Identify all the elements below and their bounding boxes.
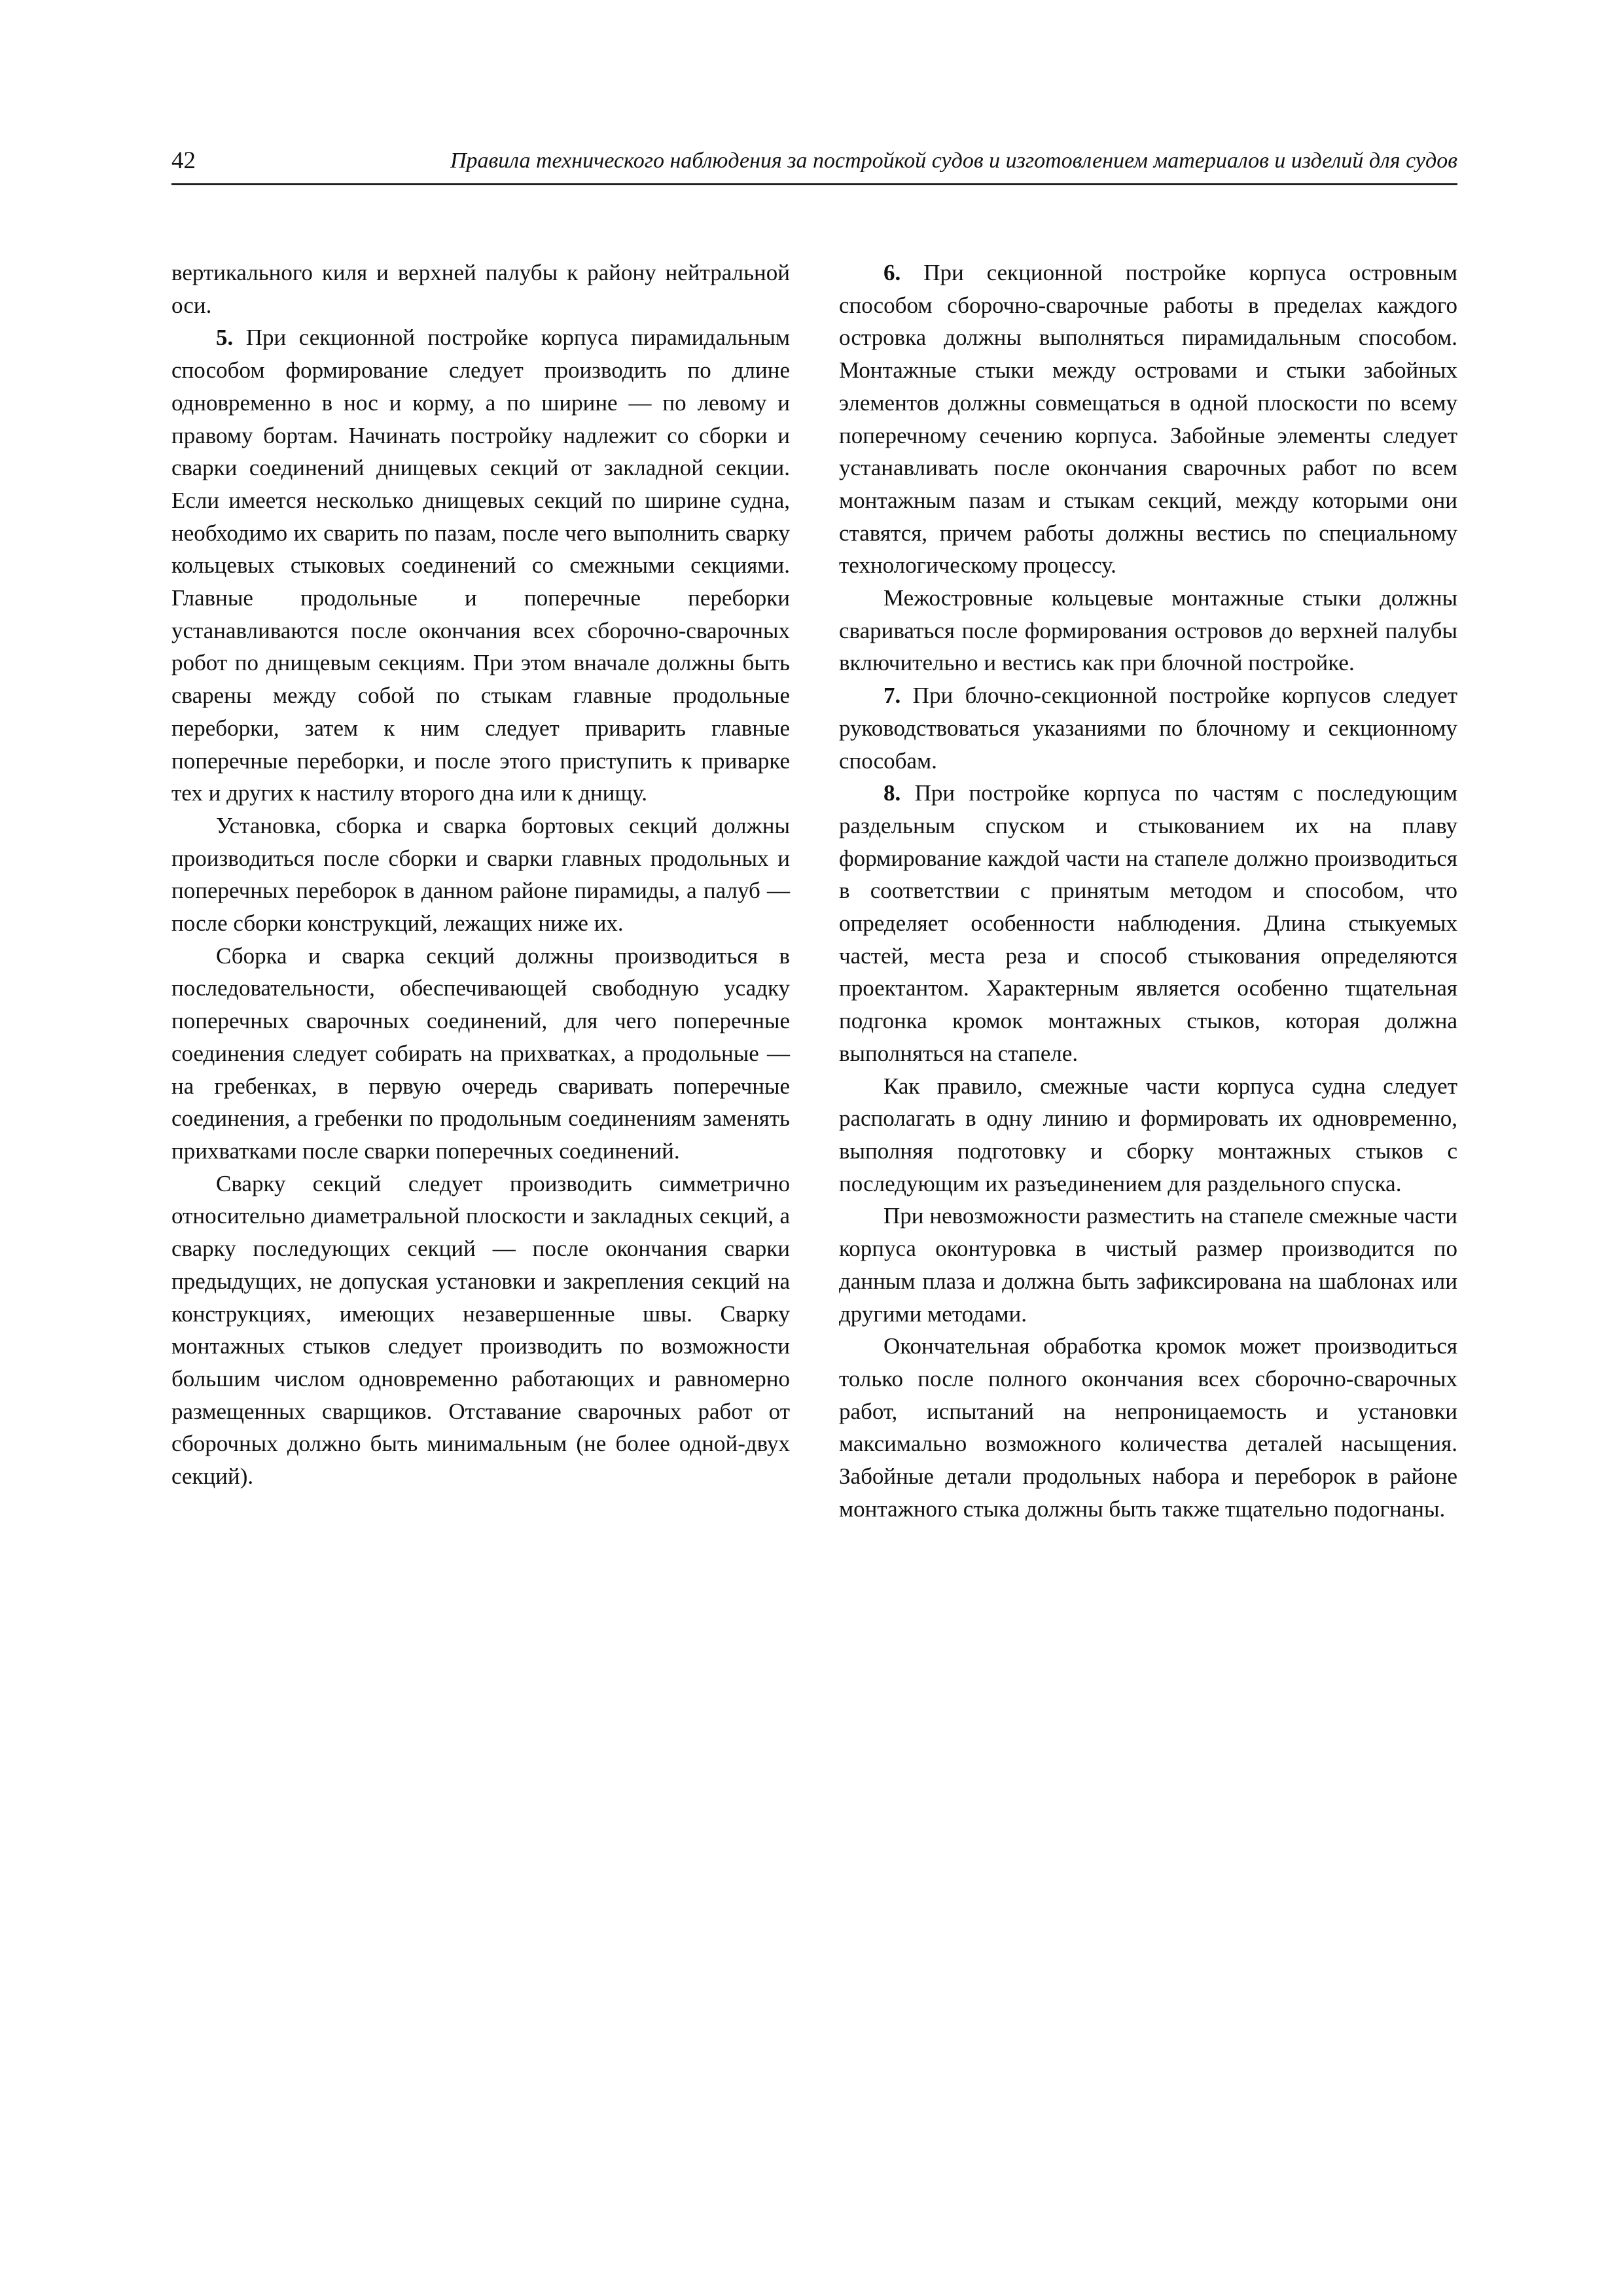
item-number: 6. bbox=[883, 260, 901, 285]
paragraph-item-7: 7. При блочно-секционной постройке корпусов следует руководствоваться указаниями по блочному и секционному способам. bbox=[839, 683, 1457, 774]
paragraph-item-6: 6. При секционной постройке корпуса островным способом сборочно-сварочные работы в пределах каждого островка должны выполняться пирамидальным способом. Монтажные стыки между островами и стыки забойных элементов должны совмещаться в одной плоскости по всему поперечному сечению корпуса. Забойные элементы следует устанавливать после окончания сварочных работ по всем монтажным пазам и стыкам секций, между которыми они ставятся, причем работы должны вестись по специальному технологическому процессу. bbox=[839, 260, 1457, 579]
paragraph: вертикального киля и верхней палубы к району нейтральной оси. bbox=[171, 260, 790, 318]
item-number: 8. bbox=[883, 780, 901, 806]
running-title: Правила технического наблюдения за постройкой судов и изготовлением материалов и изделий для судов bbox=[450, 149, 1457, 173]
paragraph-item-8: 8. При постройке корпуса по частям с последующим раздельным спуском и стыкованием их на плаву формирование каждой части на стапеле должно производиться в соответствии с принятым методом и способом, что определяет особенности наблюдения. Длина стыкуемых частей, места реза и способ стыкования определяются проектантом. Характерным является особенно тщательная подгонка кромок монтажных стыков, которая должна выполняться на стапеле. bbox=[839, 780, 1457, 1066]
left-column bbox=[171, 257, 790, 1493]
page-number: 42 bbox=[171, 147, 196, 174]
paragraph: При невозможности разместить на стапеле смежные части корпуса оконтуровка в чистый размер производится по данным плаза и должна быть зафиксирована на шаблонах или другими методами. bbox=[839, 1203, 1457, 1327]
paragraph: Как правило, смежные части корпуса судна следует располагать в одну линию и формировать их одновременно, выполняя подготовку и сборку монтажных стыков с последующим их разъединением для раздельного спуска. bbox=[839, 1073, 1457, 1196]
paragraph: Сборка и сварка секций должны производиться в последовательности, обеспечивающей свободную усадку поперечных сварочных соединений, для чего поперечные соединения следует собирать на прихватках, а продольные — на гребенках, в первую очередь сваривать поперечные соединения, а гребенки по продольным соединениям заменять прихватками после сварки поперечных соединений. bbox=[171, 942, 790, 1164]
paragraph: Сварку секций следует производить симметрично относительно диаметральной плоскости и закладных секций, а сварку последующих секций — после окончания сварки предыдущих, не допуская установки и закрепления секций на конструкциях, имеющих незавершенные швы. Сварку монтажных стыков следует производить по возможности большим числом одновременно работающих и равномерно размещенных сварщиков. Отставание сварочных работ от сборочных должно быть минимальным (не более одной-двух секций). bbox=[171, 1170, 790, 1490]
paragraph: Окончательная обработка кромок может производиться только после полного окончания всех сборочно-сварочных работ, испытаний на непроницаемость и установки максимально возможного количества деталей насыщения. Забойные детали продольных набора и переборок в районе монтажного стыка должны быть также тщательно подогнаны. bbox=[839, 1333, 1457, 1522]
page-header bbox=[171, 145, 1457, 185]
paragraph: Межостровные кольцевые монтажные стыки должны свариваться после формирования островов до верхней палубы включительно и вестись как при блочной постройке. bbox=[839, 585, 1457, 676]
paragraph-item-5: 5. При секционной постройке корпуса пирамидальным способом формирование следует производить по длине одновременно в нос и корму, а по ширине — по левому и правому бортам. Начинать постройку надлежит со сборки и сварки соединений днищевых секций от закладной секции. Если имеется несколько днищевых секций по ширине судна, необходимо их сварить по пазам, после чего выполнить сварку кольцевых стыковых соединений со смежными секциями. Главные продольные и поперечные переборки устанавливаются после окончания всех сборочно-сварочных робот по днищевым секциям. При этом вначале должны быть сварены между собой по стыкам главные продольные переборки, затем к ним следует приварить главные поперечные переборки, и после этого приступить к приварке тех и других к настилу второго дна или к днищу. bbox=[171, 325, 790, 806]
item-number: 5. bbox=[216, 325, 234, 351]
item-number: 7. bbox=[883, 683, 901, 709]
paragraph: Установка, сборка и сварка бортовых секций должны производиться после сборки и сварки главных продольных и поперечных переборок в данном районе пирамиды, а палуб — после сборки конструкций, лежащих ниже их. bbox=[171, 812, 790, 937]
right-column bbox=[839, 257, 1457, 1525]
